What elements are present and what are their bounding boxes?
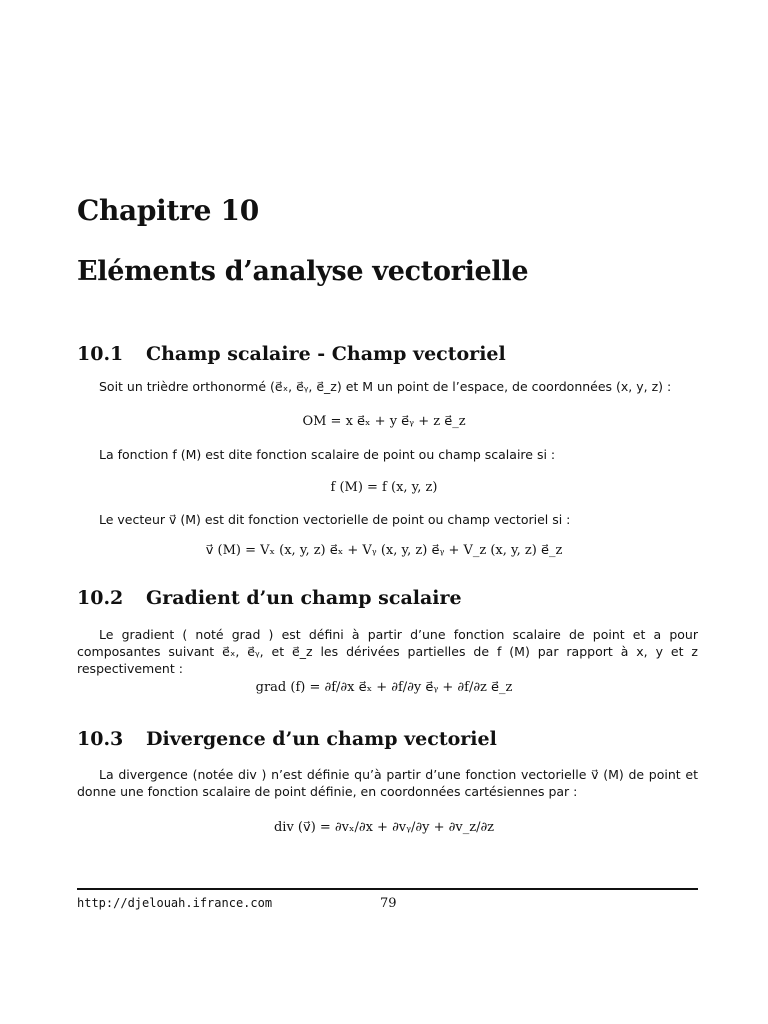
paragraph-gradient: Le gradient ( noté grad ) est défini à partir d’une fonction scalaire de point et a pour composantes suivant e⃗ₓ, e⃗ᵧ, et e⃗_z les dérivées partielles de f (M) par rapport à x, y et z respectivement :	[77, 627, 698, 676]
paragraph-champ-vectoriel: Le vecteur v⃗ (M) est dit fonction vectorielle de point ou champ vectoriel si :	[99, 512, 571, 527]
paragraph-champ-scalaire: La fonction f (M) est dite fonction scalaire de point ou champ scalaire si :	[99, 447, 556, 462]
chapter-title: Eléments d’analyse vectorielle	[77, 256, 529, 287]
paragraph-divergence: La divergence (notée div ) n’est définie qu’à partir d’une fonction vectorielle v⃗ (M) de point et donne une fonction scalaire de point définie, en coordonnées cartésiennes par :	[77, 767, 698, 799]
section-heading-10-3	[77, 728, 497, 750]
chapter-label: Chapitre 10	[77, 194, 259, 227]
section-title: Divergence d’un champ vectoriel	[146, 728, 497, 750]
paragraph-triedre: Soit un trièdre orthonormé (e⃗ₓ, e⃗ᵧ, e⃗_z) et M un point de l’espace, de coordonnées (x, y, z) :	[99, 379, 672, 394]
section-heading-10-2	[77, 587, 462, 609]
section-heading-10-1	[77, 343, 506, 365]
equation-grad: grad (f) = ∂f/∂x e⃗ₓ + ∂f/∂y e⃗ᵧ + ∂f/∂z e⃗_z	[255, 680, 513, 695]
equation-div: div (v⃗) = ∂vₓ/∂x + ∂vᵧ/∂y + ∂v_z/∂z	[273, 820, 495, 835]
footer-url: http://djelouah.ifrance.com	[77, 896, 273, 910]
section-title: Gradient d’un champ scalaire	[146, 587, 462, 609]
section-number: 10.3	[77, 728, 124, 750]
section-title: Champ scalaire - Champ vectoriel	[146, 343, 506, 365]
footer-rule	[77, 888, 698, 890]
equation-vm: v⃗ (M) = Vₓ (x, y, z) e⃗ₓ + Vᵧ (x, y, z) e⃗ᵧ + V_z (x, y, z) e⃗_z	[205, 543, 563, 558]
equation-om: OM = x e⃗ₓ + y e⃗ᵧ + z e⃗_z	[302, 414, 466, 429]
equation-fm: f (M) = f (x, y, z)	[330, 480, 438, 495]
section-number: 10.2	[77, 587, 124, 609]
page-number: 79	[380, 896, 397, 911]
section-number: 10.1	[77, 343, 124, 365]
